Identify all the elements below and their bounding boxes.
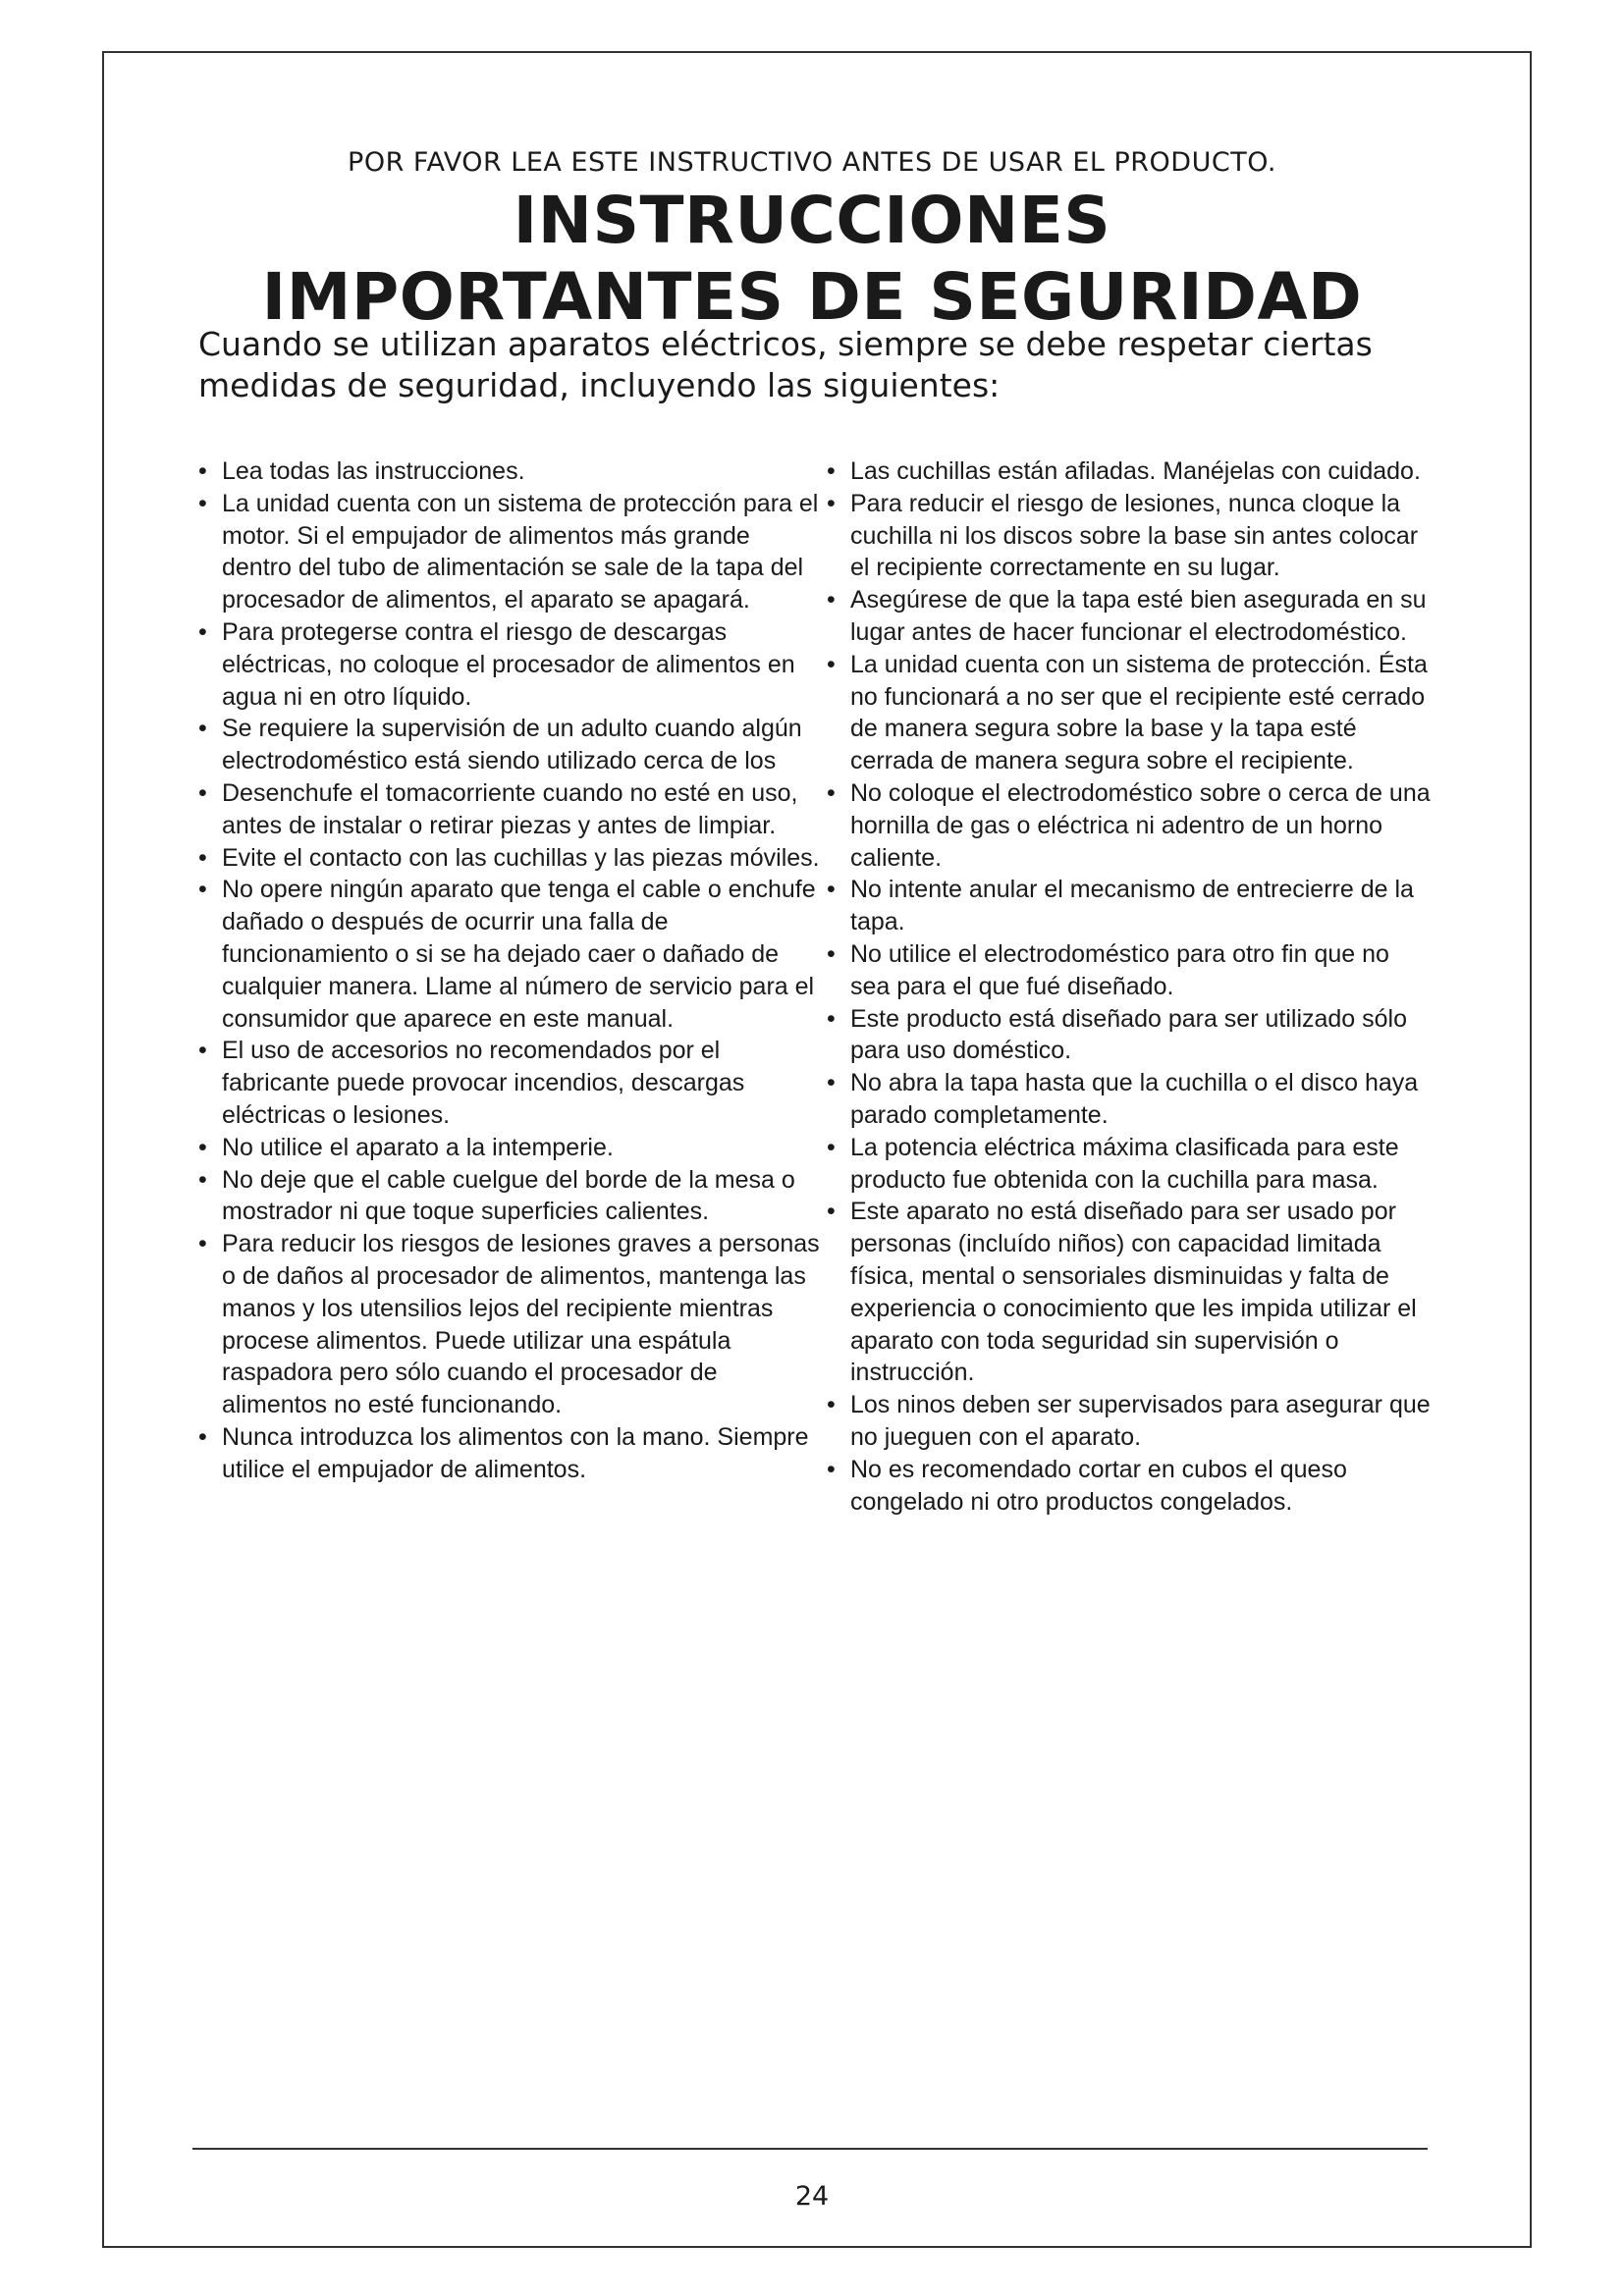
list-item-text: Evite el contacto con las cuchillas y las piezas móviles. — [222, 843, 820, 872]
list-item — [194, 1228, 823, 1421]
list-item — [194, 455, 823, 488]
list-item — [823, 488, 1432, 584]
list-item-text: La potencia eléctrica máxima clasificada para este producto fue obtenida con la cuchilla para masa. — [850, 1133, 1399, 1194]
list-item — [194, 777, 823, 842]
list-item-text: La unidad cuenta con un sistema de protección para el motor. Si el empujador de alimentos más grande dentro del tubo de alimentación se sale de la tapa del procesador de alimentos, el aparato se apagará. — [222, 489, 819, 614]
list-item — [194, 713, 823, 777]
bullet-icon: • — [827, 778, 836, 807]
bullet-icon: • — [198, 876, 207, 904]
bullet-icon: • — [198, 1037, 207, 1065]
bullet-icon: • — [198, 1133, 207, 1161]
bullet-icon: • — [198, 843, 207, 872]
list-item — [194, 1421, 823, 1486]
bullet-icon: • — [827, 1455, 836, 1483]
list-item-text: El uso de accesorios no recomendados por el fabricante puede provocar incendios, descargas eléctricas o lesiones. — [222, 1037, 745, 1129]
right-column-list — [823, 455, 1432, 1518]
list-item-text: No abra la tapa hasta que la cuchilla o el disco haya parado completamente. — [850, 1069, 1419, 1129]
bullet-icon: • — [827, 1004, 836, 1033]
list-item — [823, 455, 1432, 488]
bullet-icon: • — [827, 489, 836, 517]
bullet-icon: • — [198, 715, 207, 743]
bullet-icon: • — [198, 489, 207, 517]
list-item — [194, 842, 823, 875]
list-item — [823, 938, 1432, 1003]
list-item-text: No deje que el cable cuelgue del borde de la mesa o mostrador ni que toque superficies calientes. — [222, 1165, 795, 1226]
list-item-text: Para protegerse contra el riesgo de descargas eléctricas, no coloque el procesador de alimentos en agua ni en otro líquido. — [222, 617, 795, 711]
list-item — [194, 616, 823, 713]
bullet-icon: • — [827, 876, 836, 904]
bullet-icon: • — [827, 1133, 836, 1161]
page-number: 24 — [794, 2181, 830, 2212]
intro-paragraph: Cuando se utilizan aparatos eléctricos, siempre se debe respetar ciertas medidas de seguridad, incluyendo las siguientes: — [198, 325, 1373, 404]
bullet-icon: • — [827, 1198, 836, 1226]
bullet-icon: • — [827, 650, 836, 678]
list-item-text: Las cuchillas están afiladas. Manéjelas con cuidado. — [850, 457, 1421, 485]
list-item — [823, 1067, 1432, 1132]
bullet-icon: • — [198, 1422, 207, 1451]
list-item — [823, 1132, 1432, 1197]
bullet-icon: • — [827, 1391, 836, 1419]
list-item — [823, 1389, 1432, 1454]
bullet-icon: • — [198, 778, 207, 807]
list-item-text: No coloque el electrodoméstico sobre o cerca de una hornilla de gas o eléctrica ni adentro de un horno caliente. — [850, 778, 1431, 872]
list-item-text: No opere ningún aparato que tenga el cable o enchufe dañado o después de ocurrir una falla de funcionamiento o si se ha dejado caer o dañado de cualquier manera. Llame al número de servicio para el consumidor que aparece en este manual. — [222, 876, 816, 1033]
title-line-2: IMPORTANTES DE SEGURIDAD — [261, 259, 1363, 335]
list-item-text: Asegúrese de que la tapa esté bien asegurada en su lugar antes de hacer funcionar el electrodoméstico. — [850, 586, 1427, 646]
bullet-icon: • — [827, 1069, 836, 1097]
list-item — [823, 777, 1432, 874]
list-item — [194, 1035, 823, 1131]
list-item — [823, 584, 1432, 649]
page-title — [0, 183, 1624, 336]
list-item-text: Los ninos deben ser supervisados para asegurar que no jueguen con el aparato. — [850, 1391, 1431, 1451]
footer-divider — [192, 2148, 1428, 2150]
list-item-text: No utilice el aparato a la intemperie. — [222, 1133, 614, 1161]
bullet-icon: • — [827, 586, 836, 614]
list-item — [194, 1132, 823, 1164]
pre-title: POR FAVOR LEA ESTE INSTRUCTIVO ANTES DE USAR EL PRODUCTO. — [348, 147, 1276, 178]
bullet-icon: • — [198, 1165, 207, 1194]
bullet-icon: • — [198, 457, 207, 485]
bullet-icon: • — [827, 457, 836, 485]
list-item-text: No es recomendado cortar en cubos el queso congelado ni otro productos congelados. — [850, 1455, 1347, 1516]
title-line-1: INSTRUCCIONES — [513, 183, 1111, 258]
bullet-icon: • — [198, 617, 207, 646]
list-item-text: No utilice el electrodoméstico para otro fin que no sea para el que fué diseñado. — [850, 939, 1389, 1000]
list-item — [823, 649, 1432, 777]
list-item-text: No intente anular el mecanismo de entrecierre de la tapa. — [850, 876, 1414, 936]
bullet-icon: • — [198, 1230, 207, 1258]
list-item-text: Nunca introduzca los alimentos con la mano. Siempre utilice el empujador de alimentos. — [222, 1422, 809, 1483]
list-item-text: Desenchufe el tomacorriente cuando no esté en uso, antes de instalar o retirar piezas y antes de limpiar. — [222, 778, 798, 839]
list-item-text: Para reducir los riesgos de lesiones graves a personas o de daños al procesador de alimentos, mantenga las manos y los utensilios lejos del recipiente mientras procese alimentos. Puede utilizar una espátula raspadora pero sólo cuando el procesador de alimentos no esté funcionando. — [222, 1230, 820, 1419]
list-item-text: Lea todas las instrucciones. — [222, 457, 525, 485]
list-item — [194, 874, 823, 1035]
list-item — [194, 1164, 823, 1229]
list-item — [823, 1003, 1432, 1068]
list-item-text: Para reducir el riesgo de lesiones, nunca cloque la cuchilla ni los discos sobre la base sin antes colocar el recipiente correctamente en su lugar. — [850, 489, 1419, 582]
list-item-text: Se requiere la supervisión de un adulto cuando algún electrodoméstico está siendo utilizado cerca de los — [222, 715, 802, 775]
list-item — [823, 1454, 1432, 1519]
list-item — [823, 874, 1432, 938]
list-item-text: La unidad cuenta con un sistema de protección. Ésta no funcionará a no ser que el recipiente esté cerrado de manera segura sobre la base y la tapa esté cerrada de manera segura sobre el recipiente. — [850, 650, 1428, 775]
list-item-text: Este aparato no está diseñado para ser usado por personas (incluído niños) con capacidad limitada física, mental o sensoriales disminuidas y falta de experiencia o conocimiento que les impida utilizar el aparato con toda seguridad sin supervisión o instrucción. — [850, 1198, 1417, 1387]
list-item — [823, 1196, 1432, 1389]
left-column-list — [194, 455, 823, 1486]
bullet-icon: • — [827, 939, 836, 968]
list-item — [194, 488, 823, 616]
list-item-text: Este producto está diseñado para ser utilizado sólo para uso doméstico. — [850, 1004, 1408, 1065]
